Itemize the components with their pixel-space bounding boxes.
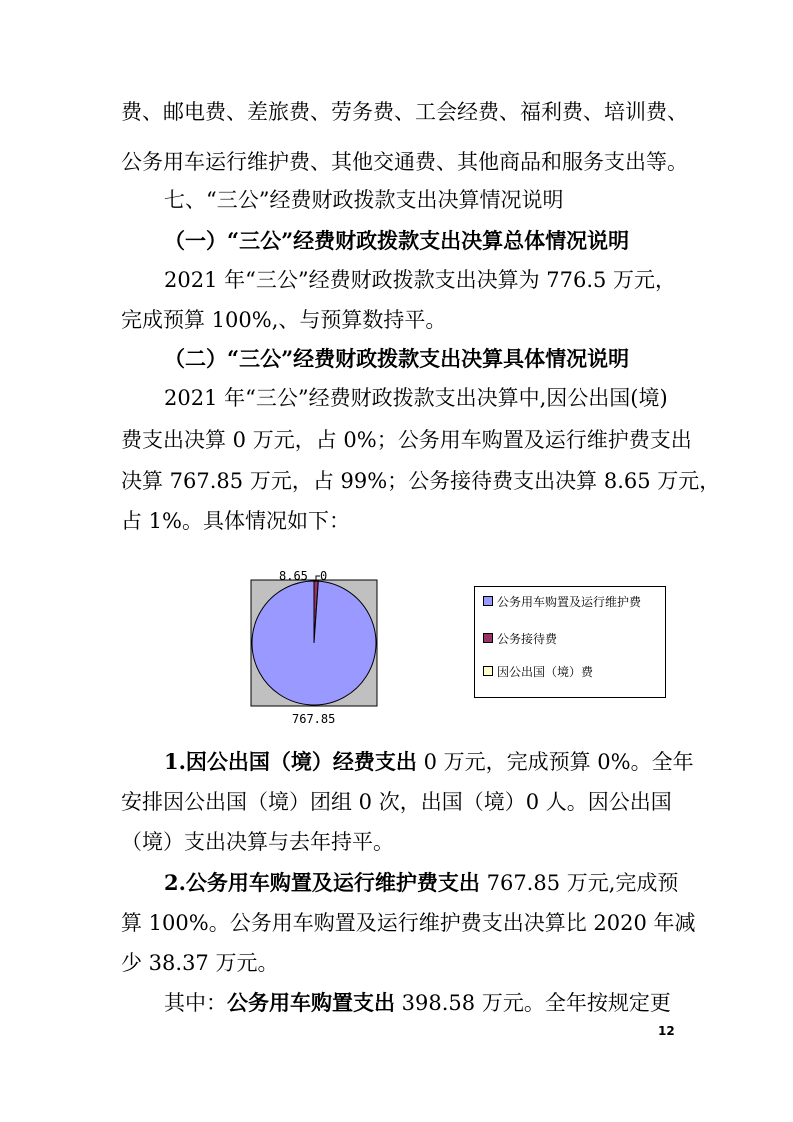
item-3-prefix: 其中： [164,991,227,1015]
item-1-text: 0 万元，完成预算 0%。全年 [416,750,694,774]
paragraph-line: 算 100%。公务用车购置及运行维护费支出决算比 2020 年减 [121,911,696,935]
legend-swatch [483,596,493,606]
legend-swatch [483,666,493,676]
paragraph-line: 2021 年“三公”经费财政拨款支出决算为 776.5 万元， [164,268,677,292]
legend-item [483,632,658,647]
paragraph-line: 2021 年“三公”经费财政拨款支出决算中,因公出国(境) [164,386,668,410]
legend-label: 因公出国（境）费 [497,665,594,679]
page-number: 12 [658,1024,675,1038]
item-2-heading: 2.公务用车购置及运行维护费支出 [164,870,480,895]
item-1-line [164,748,793,776]
subsection-heading: （一）“三公”经费财政拨款支出决算总体情况说明 [164,228,630,253]
item-3-line [164,989,793,1017]
paragraph-line: 公务用车运行维护费、其他交通费、其他商品和服务支出等。 [121,150,688,174]
paragraph-line: 决算 767.85 万元，占 99%；公务接待费支出决算 8.65 万元， [121,469,721,493]
slice-label-reception: 8.65 [279,569,308,583]
section-heading: 七、“三公”经费财政拨款支出决算情况说明 [164,188,564,212]
legend-swatch [483,633,493,643]
item-1-heading: 1.因公出国（境）经费支出 [164,749,417,774]
paragraph-line: 少 38.37 万元。 [121,951,279,975]
paragraph-line: 安排因公出国（境）团组 0 次，出国（境）0 人。因公出国 [121,790,672,814]
paragraph-line: 费支出决算 0 万元，占 0%；公务用车购置及运行维护费支出 [121,428,692,452]
legend-label: 公务接待费 [497,632,558,646]
subsection-heading: （二）“三公”经费财政拨款支出决算具体情况说明 [164,346,630,371]
legend-item [483,665,658,680]
chart-legend [474,586,666,698]
paragraph-line: 完成预算 100%,、与预算数持平。 [121,308,447,332]
paragraph-line: 费、邮电费、差旅费、劳务费、工会经费、福利费、培训费、 [121,100,688,124]
paragraph-line: 占 1%。具体情况如下： [121,509,350,533]
item-3-heading: 公务用车购置支出 [227,990,395,1015]
slice-label-vehicle: 767.85 [292,712,336,726]
pie-slice [252,581,376,705]
legend-item [483,595,658,610]
paragraph-line: （境）支出决算与去年持平。 [121,830,394,854]
legend-label: 公务用车购置及运行维护费 [497,595,642,609]
item-2-text: 767.85 万元,完成预 [479,871,679,895]
slice-label-abroad: 0 [320,569,328,583]
item-2-line [164,869,793,897]
item-3-text: 398.58 万元。全年按规定更 [395,991,671,1015]
